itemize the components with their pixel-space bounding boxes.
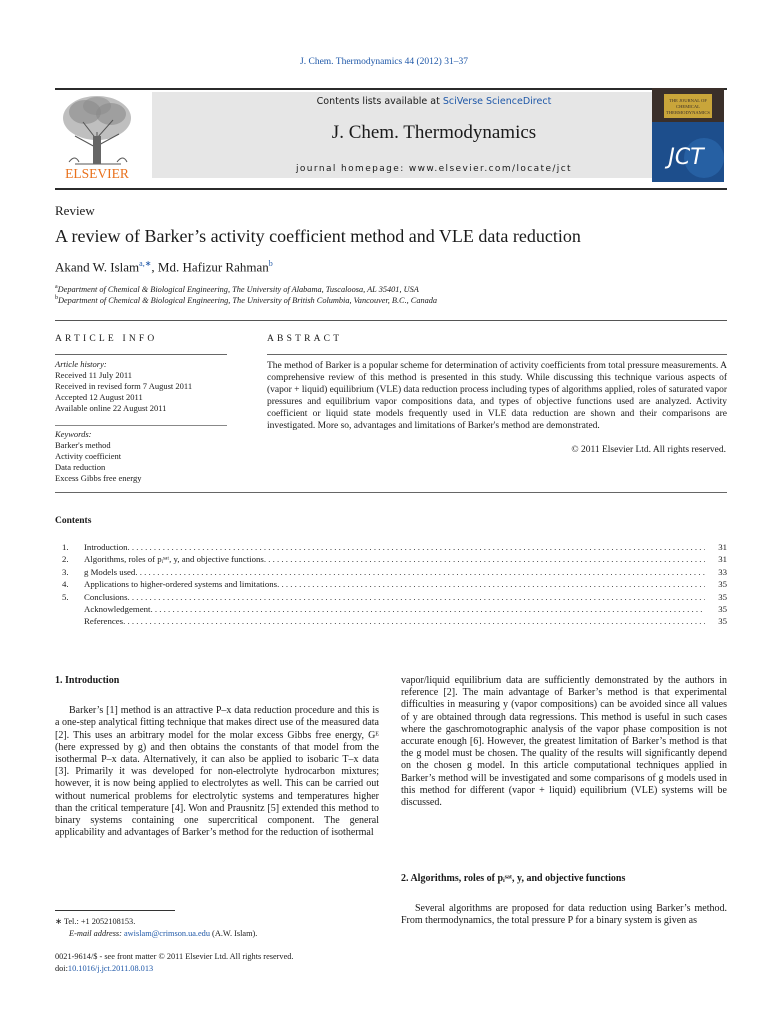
history-item: Accepted 12 August 2011: [55, 392, 143, 402]
section-2-block: [401, 873, 727, 928]
toc-leader: [150, 603, 705, 615]
homepage-prefix: journal homepage:: [295, 164, 409, 174]
article-type: Review: [55, 203, 95, 218]
toc-leader: [123, 615, 705, 627]
toc-entry[interactable]: [62, 566, 727, 578]
section-divider: [55, 492, 727, 493]
article-history: [55, 359, 192, 414]
contents-available-line: [152, 96, 716, 107]
sciverse-link[interactable]: SciVerse ScienceDirect: [442, 96, 552, 107]
section-divider: [55, 320, 727, 321]
section-heading: 2. Algorithms, roles of pᵢˢᵃᵗ, y, and objective functions: [401, 873, 626, 884]
toc-page: 35: [718, 591, 727, 602]
contents-heading: Contents: [55, 516, 92, 526]
toc-title: Acknowledgement: [84, 604, 151, 615]
footnote-tel: Tel.: +1 2052108153.: [63, 917, 136, 926]
toc-entry[interactable]: [62, 591, 727, 603]
author-name[interactable]: Akand W. Islam: [55, 259, 140, 275]
toc-title: Introduction: [84, 542, 128, 552]
keyword: Excess Gibbs free energy: [55, 473, 142, 483]
affiliation-b: [55, 295, 437, 305]
toc-entry[interactable]: [62, 578, 727, 590]
svg-text:THERMODYNAMICS: THERMODYNAMICS: [666, 110, 710, 115]
header-top-rule: [55, 88, 727, 90]
toc-page: 31: [718, 554, 727, 565]
author-affiliation-marker[interactable]: a,∗: [139, 259, 152, 268]
author-name[interactable]: Md. Hafizur Rahman: [157, 259, 269, 275]
toc-number: 5.: [62, 591, 69, 602]
cover-abbrev: JCT: [668, 145, 704, 170]
abstract-text: The method of Barker is a popular scheme for determination of activity coefficients from total pressure measurements. A comprehensive review of this method is presented in this study. While discussing this technique various aspects of (vapor + liquid) equilibrium (VLE) data reduction process including types of algorithms applied, roles of saturated vapor pressures and equilibrium vapor compositions data, and types of objective functions used are analyzed. Activity coefficient or liquid state models frequently used in VLE data reduction are shown and their comparisons are investigated. More so, advantages and limitations of Barker's method are demonstrated.: [267, 361, 727, 431]
section-divider: [55, 425, 227, 426]
author-affiliation-marker[interactable]: b: [268, 259, 273, 268]
section-heading: 1. Introduction: [55, 675, 120, 686]
affiliation-marker: b: [55, 295, 58, 301]
toc-entry[interactable]: [62, 615, 727, 627]
journal-header: [55, 92, 727, 188]
toc-entry[interactable]: [62, 603, 727, 615]
journal-info-panel: [152, 92, 716, 178]
elsevier-wordmark: ELSEVIER: [65, 166, 129, 181]
history-label: Article history:: [55, 359, 107, 369]
author-separator: ,: [151, 259, 158, 275]
history-item: Received 11 July 2011: [55, 370, 133, 380]
body-paragraph: Several algorithms are proposed for data reduction using Barker’s method. From thermodynamics, the total pressure P for a binary system is given as: [401, 903, 727, 927]
header-bottom-rule: [55, 188, 727, 190]
front-matter-line: 0021-9614/$ - see front matter © 2011 Elsevier Ltd. All rights reserved.: [55, 952, 294, 961]
journal-cover-thumbnail[interactable]: [652, 88, 724, 182]
toc-page: 35: [718, 616, 727, 627]
toc-title: References: [84, 616, 124, 627]
footnote-divider: [55, 910, 175, 911]
doi-link[interactable]: 10.1016/j.jct.2011.08.013: [67, 963, 154, 973]
keywords-label: Keywords:: [55, 429, 92, 439]
toc-title: Applications to higher-ordered systems and limitations: [84, 579, 278, 590]
toc-page: 31: [718, 542, 727, 552]
toc-leader: [135, 566, 705, 578]
toc-number: 2.: [62, 554, 69, 565]
affiliation-text: Department of Chemical & Biological Engineering, The University of Alabama, Tuscaloosa, AL 35401, USA: [57, 284, 419, 294]
body-paragraph: vapor/liquid equilibrium data are sufficiently demonstrated by the authors in reference [2]. The main advantage of Barker’s method is that experimental difficulties in measuring y (vapor compositions) can be avoided since all values of y are obtained through data regressions. This method is useful in such cases where the gaschromotographic analysis of the vapor phase composition is not accurate enough [6]. However, the greatest limitation of Barker’s method is that the g model must be chosen. The quality of the results will significantly depend on the chosen g model. In this article computational techniques applied in Barker’s method will be investigated and some comparisons of g models used in this method for different (vapor + liquid) equilibrium (VLE) systems will be discussed.: [401, 675, 727, 809]
section-divider: [55, 354, 227, 355]
author-list: [55, 259, 273, 275]
toc-title: Conclusions: [84, 591, 128, 602]
doi-prefix: doi:: [55, 963, 68, 973]
journal-name: J. Chem. Thermodynamics: [331, 122, 537, 143]
toc-leader: [128, 541, 706, 553]
homepage-url[interactable]: www.elsevier.com/locate/jct: [408, 164, 572, 174]
body-paragraph: Barker’s [1] method is an attractive P–x data reduction procedure and this is a one-step analytical fitting technique that makes direct use of the measured data [2]. This uses an arbitrary model for the molar excess Gibbs free energy, Gᴱ (here expressed by g) and then obtains the constants of that model from the isothermal P–x data. Alternatively, it can also be applied to isobaric T–x data [3]. Primarily it was developed for non-electrolyte hydrocarbon mixtures; however, it is now being applied to electrolytes as well. This can be carried out without numerical problems for electrolytic systems and temperatures higher than the critical temperature [4]. Won and Prausnitz [5] extended this method to binary systems containing one supercritical component. The general applicability and advantages of Barker’s method for the reduction of isothermal: [55, 705, 379, 839]
keyword: Barker's method: [55, 440, 111, 450]
toc-leader: [128, 591, 706, 603]
article-info-heading: ARTICLE INFO: [55, 334, 158, 344]
toc-leader: [264, 553, 705, 565]
svg-text:CHEMICAL: CHEMICAL: [676, 104, 700, 109]
contents-prefix: Contents lists available at: [316, 96, 443, 107]
corresponding-author-footnote: [55, 916, 257, 939]
email-label: E-mail address:: [69, 928, 124, 938]
footnote-mark: ∗: [55, 917, 62, 926]
article-title: A review of Barker’s activity coefficient method and VLE data reduction: [55, 226, 581, 246]
affiliation-a: [55, 284, 419, 294]
toc-entry[interactable]: [62, 553, 727, 565]
email-suffix: (A.W. Islam).: [209, 928, 258, 938]
body-column-left: [55, 675, 379, 839]
keywords-list: [55, 429, 141, 484]
toc-number: 1.: [62, 542, 69, 552]
toc-leader: [277, 578, 705, 590]
toc-title: g Models used: [84, 566, 136, 577]
copyright-notice: © 2011 Elsevier Ltd. All rights reserved.: [571, 445, 726, 455]
toc-page: 33: [718, 566, 727, 577]
table-of-contents: [62, 541, 727, 628]
toc-entry[interactable]: [62, 541, 727, 553]
journal-reference[interactable]: J. Chem. Thermodynamics 44 (2012) 31–37: [300, 57, 468, 67]
page-footer: [55, 951, 293, 974]
toc-page: 35: [718, 604, 727, 615]
affiliation-marker: a: [55, 284, 58, 290]
toc-number: 3.: [62, 566, 69, 577]
affiliation-text: Department of Chemical & Biological Engineering, The University of British Columbia, Vancouver, B.C., Canada: [58, 295, 438, 305]
elsevier-logo[interactable]: [55, 92, 139, 184]
body-column-right: [401, 675, 727, 809]
keyword: Data reduction: [55, 462, 106, 472]
section-divider: [267, 354, 727, 355]
history-item: Received in revised form 7 August 2011: [55, 381, 193, 391]
keyword: Activity coefficient: [55, 451, 122, 461]
history-item: Available online 22 August 2011: [55, 403, 167, 413]
email-link[interactable]: awislam@crimson.ua.edu: [124, 928, 210, 938]
abstract-heading: ABSTRACT: [267, 334, 343, 344]
journal-homepage-line: [152, 164, 716, 174]
svg-text:THE JOURNAL OF: THE JOURNAL OF: [669, 98, 707, 103]
toc-title: Algorithms, roles of pᵢˢᵃᵗ, y, and objective functions: [84, 554, 264, 565]
toc-page: 35: [718, 579, 727, 590]
toc-number: 4.: [62, 579, 69, 590]
journal-cover-icon: [652, 88, 724, 182]
elsevier-tree-icon: [55, 92, 139, 184]
